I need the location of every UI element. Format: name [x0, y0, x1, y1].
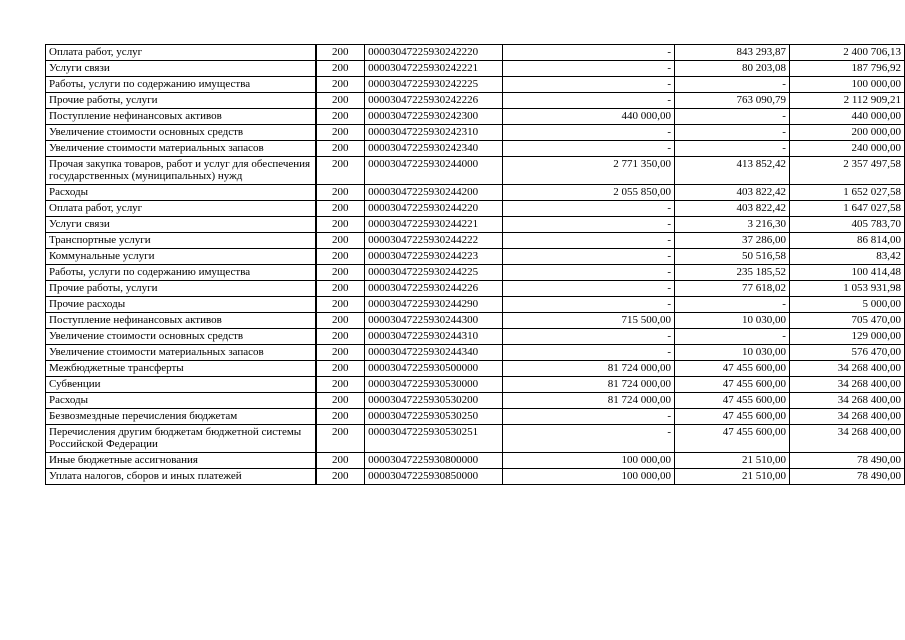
- table-row: [46, 345, 905, 361]
- approved-amount-cell: 100 000,00: [503, 453, 675, 469]
- budget-classification-code-cell: 00003047225930244290: [365, 297, 503, 313]
- table-row: [46, 45, 905, 61]
- line-code-cell: 200: [316, 45, 365, 61]
- remaining-amount-cell: 78 490,00: [789, 453, 904, 469]
- remaining-amount-cell: 1 647 027,58: [789, 201, 904, 217]
- line-code-cell: 200: [316, 361, 365, 377]
- line-code-cell: 200: [316, 265, 365, 281]
- budget-classification-code-cell: 00003047225930244223: [365, 249, 503, 265]
- approved-amount-cell: -: [503, 61, 675, 77]
- budget-classification-code-cell: 00003047225930244310: [365, 329, 503, 345]
- remaining-amount-cell: 34 268 400,00: [789, 393, 904, 409]
- executed-amount-cell: 763 090,79: [675, 93, 790, 109]
- expense-name-cell: Работы, услуги по содержанию имущества: [46, 77, 316, 93]
- executed-amount-cell: 21 510,00: [675, 453, 790, 469]
- budget-classification-code-cell: 00003047225930242340: [365, 141, 503, 157]
- expense-name-cell: Прочие расходы: [46, 297, 316, 313]
- executed-amount-cell: 843 293,87: [675, 45, 790, 61]
- remaining-amount-cell: 1 652 027,58: [789, 185, 904, 201]
- remaining-amount-cell: 86 814,00: [789, 233, 904, 249]
- approved-amount-cell: 81 724 000,00: [503, 393, 675, 409]
- approved-amount-cell: -: [503, 345, 675, 361]
- expense-name-cell: Расходы: [46, 185, 316, 201]
- table-row: [46, 409, 905, 425]
- table-row: [46, 61, 905, 77]
- remaining-amount-cell: 5 000,00: [789, 297, 904, 313]
- line-code-cell: 200: [316, 185, 365, 201]
- table-row: [46, 217, 905, 233]
- expense-name-cell: Прочая закупка товаров, работ и услуг для обеспечения государственных (муниципальных) нужд: [46, 157, 316, 185]
- expense-name-cell: Межбюджетные трансферты: [46, 361, 316, 377]
- remaining-amount-cell: 78 490,00: [789, 469, 904, 485]
- remaining-amount-cell: 705 470,00: [789, 313, 904, 329]
- budget-classification-code-cell: 00003047225930244200: [365, 185, 503, 201]
- line-code-cell: 200: [316, 453, 365, 469]
- expense-name-cell: Работы, услуги по содержанию имущества: [46, 265, 316, 281]
- line-code-cell: 200: [316, 281, 365, 297]
- budget-classification-code-cell: 00003047225930244225: [365, 265, 503, 281]
- expense-name-cell: Перечисления другим бюджетам бюджетной системы Российской Федерации: [46, 425, 316, 453]
- remaining-amount-cell: 440 000,00: [789, 109, 904, 125]
- remaining-amount-cell: 187 796,92: [789, 61, 904, 77]
- remaining-amount-cell: 100 414,48: [789, 265, 904, 281]
- line-code-cell: 200: [316, 201, 365, 217]
- line-code-cell: 200: [316, 409, 365, 425]
- approved-amount-cell: -: [503, 201, 675, 217]
- expense-name-cell: Уплата налогов, сборов и иных платежей: [46, 469, 316, 485]
- remaining-amount-cell: 34 268 400,00: [789, 425, 904, 453]
- approved-amount-cell: -: [503, 93, 675, 109]
- approved-amount-cell: -: [503, 425, 675, 453]
- expense-name-cell: Оплата работ, услуг: [46, 201, 316, 217]
- table-row: [46, 109, 905, 125]
- line-code-cell: 200: [316, 217, 365, 233]
- approved-amount-cell: -: [503, 281, 675, 297]
- executed-amount-cell: 50 516,58: [675, 249, 790, 265]
- budget-classification-code-cell: 00003047225930244222: [365, 233, 503, 249]
- approved-amount-cell: 715 500,00: [503, 313, 675, 329]
- budget-classification-code-cell: 00003047225930242221: [365, 61, 503, 77]
- expense-name-cell: Субвенции: [46, 377, 316, 393]
- budget-classification-code-cell: 00003047225930242220: [365, 45, 503, 61]
- remaining-amount-cell: 1 053 931,98: [789, 281, 904, 297]
- line-code-cell: 200: [316, 61, 365, 77]
- table-row: [46, 141, 905, 157]
- approved-amount-cell: 2 771 350,00: [503, 157, 675, 185]
- executed-amount-cell: 47 455 600,00: [675, 409, 790, 425]
- expense-name-cell: Коммунальные услуги: [46, 249, 316, 265]
- budget-classification-code-cell: 00003047225930850000: [365, 469, 503, 485]
- expense-name-cell: Поступление нефинансовых активов: [46, 109, 316, 125]
- expense-name-cell: Увеличение стоимости основных средств: [46, 125, 316, 141]
- remaining-amount-cell: 2 112 909,21: [789, 93, 904, 109]
- line-code-cell: 200: [316, 425, 365, 453]
- table-row: [46, 201, 905, 217]
- table-row: [46, 469, 905, 485]
- line-code-cell: 200: [316, 233, 365, 249]
- expense-name-cell: Расходы: [46, 393, 316, 409]
- budget-classification-code-cell: 00003047225930244220: [365, 201, 503, 217]
- expense-name-cell: Безвозмездные перечисления бюджетам: [46, 409, 316, 425]
- line-code-cell: 200: [316, 77, 365, 93]
- approved-amount-cell: 440 000,00: [503, 109, 675, 125]
- table-row: [46, 185, 905, 201]
- table-body: [46, 45, 905, 485]
- expense-name-cell: Увеличение стоимости материальных запасов: [46, 141, 316, 157]
- executed-amount-cell: -: [675, 297, 790, 313]
- budget-classification-code-cell: 00003047225930500000: [365, 361, 503, 377]
- executed-amount-cell: 47 455 600,00: [675, 377, 790, 393]
- executed-amount-cell: 47 455 600,00: [675, 361, 790, 377]
- expense-name-cell: Оплата работ, услуг: [46, 45, 316, 61]
- executed-amount-cell: 413 852,42: [675, 157, 790, 185]
- table-row: [46, 233, 905, 249]
- table-row: [46, 249, 905, 265]
- expense-name-cell: Прочие работы, услуги: [46, 281, 316, 297]
- executed-amount-cell: 403 822,42: [675, 185, 790, 201]
- line-code-cell: 200: [316, 313, 365, 329]
- table-row: [46, 93, 905, 109]
- table-row: [46, 281, 905, 297]
- approved-amount-cell: -: [503, 45, 675, 61]
- budget-classification-code-cell: 00003047225930242225: [365, 77, 503, 93]
- remaining-amount-cell: 100 000,00: [789, 77, 904, 93]
- approved-amount-cell: -: [503, 265, 675, 281]
- executed-amount-cell: 77 618,02: [675, 281, 790, 297]
- budget-classification-code-cell: 00003047225930800000: [365, 453, 503, 469]
- approved-amount-cell: 2 055 850,00: [503, 185, 675, 201]
- remaining-amount-cell: 240 000,00: [789, 141, 904, 157]
- table-row: [46, 77, 905, 93]
- table-row: [46, 425, 905, 453]
- budget-classification-code-cell: 00003047225930244340: [365, 345, 503, 361]
- approved-amount-cell: -: [503, 217, 675, 233]
- expense-name-cell: Услуги связи: [46, 217, 316, 233]
- remaining-amount-cell: 34 268 400,00: [789, 361, 904, 377]
- budget-classification-code-cell: 00003047225930530200: [365, 393, 503, 409]
- budget-execution-table: [45, 44, 905, 485]
- approved-amount-cell: 81 724 000,00: [503, 361, 675, 377]
- table-row: [46, 361, 905, 377]
- executed-amount-cell: 37 286,00: [675, 233, 790, 249]
- remaining-amount-cell: 34 268 400,00: [789, 409, 904, 425]
- line-code-cell: 200: [316, 141, 365, 157]
- approved-amount-cell: -: [503, 297, 675, 313]
- table-row: [46, 453, 905, 469]
- approved-amount-cell: -: [503, 329, 675, 345]
- table-row: [46, 125, 905, 141]
- line-code-cell: 200: [316, 93, 365, 109]
- expense-name-cell: Иные бюджетные ассигнования: [46, 453, 316, 469]
- budget-classification-code-cell: 00003047225930244221: [365, 217, 503, 233]
- line-code-cell: 200: [316, 297, 365, 313]
- line-code-cell: 200: [316, 469, 365, 485]
- table-row: [46, 157, 905, 185]
- approved-amount-cell: -: [503, 409, 675, 425]
- table-row: [46, 313, 905, 329]
- executed-amount-cell: 235 185,52: [675, 265, 790, 281]
- budget-classification-code-cell: 00003047225930244000: [365, 157, 503, 185]
- approved-amount-cell: -: [503, 141, 675, 157]
- line-code-cell: 200: [316, 109, 365, 125]
- line-code-cell: 200: [316, 345, 365, 361]
- remaining-amount-cell: 2 400 706,13: [789, 45, 904, 61]
- executed-amount-cell: -: [675, 109, 790, 125]
- budget-classification-code-cell: 00003047225930242300: [365, 109, 503, 125]
- table-row: [46, 265, 905, 281]
- executed-amount-cell: 10 030,00: [675, 313, 790, 329]
- executed-amount-cell: 47 455 600,00: [675, 393, 790, 409]
- line-code-cell: 200: [316, 157, 365, 185]
- remaining-amount-cell: 2 357 497,58: [789, 157, 904, 185]
- budget-classification-code-cell: 00003047225930530251: [365, 425, 503, 453]
- remaining-amount-cell: 129 000,00: [789, 329, 904, 345]
- line-code-cell: 200: [316, 249, 365, 265]
- executed-amount-cell: -: [675, 141, 790, 157]
- expense-name-cell: Услуги связи: [46, 61, 316, 77]
- expense-name-cell: Транспортные услуги: [46, 233, 316, 249]
- budget-classification-code-cell: 00003047225930242310: [365, 125, 503, 141]
- expense-name-cell: Поступление нефинансовых активов: [46, 313, 316, 329]
- approved-amount-cell: -: [503, 249, 675, 265]
- executed-amount-cell: 3 216,30: [675, 217, 790, 233]
- line-code-cell: 200: [316, 329, 365, 345]
- table-row: [46, 329, 905, 345]
- executed-amount-cell: -: [675, 77, 790, 93]
- table-row: [46, 377, 905, 393]
- remaining-amount-cell: 34 268 400,00: [789, 377, 904, 393]
- expense-name-cell: Увеличение стоимости материальных запасов: [46, 345, 316, 361]
- executed-amount-cell: 47 455 600,00: [675, 425, 790, 453]
- budget-classification-code-cell: 00003047225930530250: [365, 409, 503, 425]
- table-row: [46, 393, 905, 409]
- executed-amount-cell: -: [675, 329, 790, 345]
- remaining-amount-cell: 576 470,00: [789, 345, 904, 361]
- expense-name-cell: Увеличение стоимости основных средств: [46, 329, 316, 345]
- approved-amount-cell: 100 000,00: [503, 469, 675, 485]
- executed-amount-cell: 10 030,00: [675, 345, 790, 361]
- executed-amount-cell: 403 822,42: [675, 201, 790, 217]
- remaining-amount-cell: 83,42: [789, 249, 904, 265]
- table-row: [46, 297, 905, 313]
- approved-amount-cell: -: [503, 77, 675, 93]
- line-code-cell: 200: [316, 377, 365, 393]
- remaining-amount-cell: 405 783,70: [789, 217, 904, 233]
- approved-amount-cell: -: [503, 233, 675, 249]
- approved-amount-cell: -: [503, 125, 675, 141]
- expense-name-cell: Прочие работы, услуги: [46, 93, 316, 109]
- line-code-cell: 200: [316, 393, 365, 409]
- approved-amount-cell: 81 724 000,00: [503, 377, 675, 393]
- budget-classification-code-cell: 00003047225930530000: [365, 377, 503, 393]
- budget-classification-code-cell: 00003047225930242226: [365, 93, 503, 109]
- executed-amount-cell: -: [675, 125, 790, 141]
- remaining-amount-cell: 200 000,00: [789, 125, 904, 141]
- executed-amount-cell: 21 510,00: [675, 469, 790, 485]
- line-code-cell: 200: [316, 125, 365, 141]
- budget-classification-code-cell: 00003047225930244226: [365, 281, 503, 297]
- executed-amount-cell: 80 203,08: [675, 61, 790, 77]
- budget-classification-code-cell: 00003047225930244300: [365, 313, 503, 329]
